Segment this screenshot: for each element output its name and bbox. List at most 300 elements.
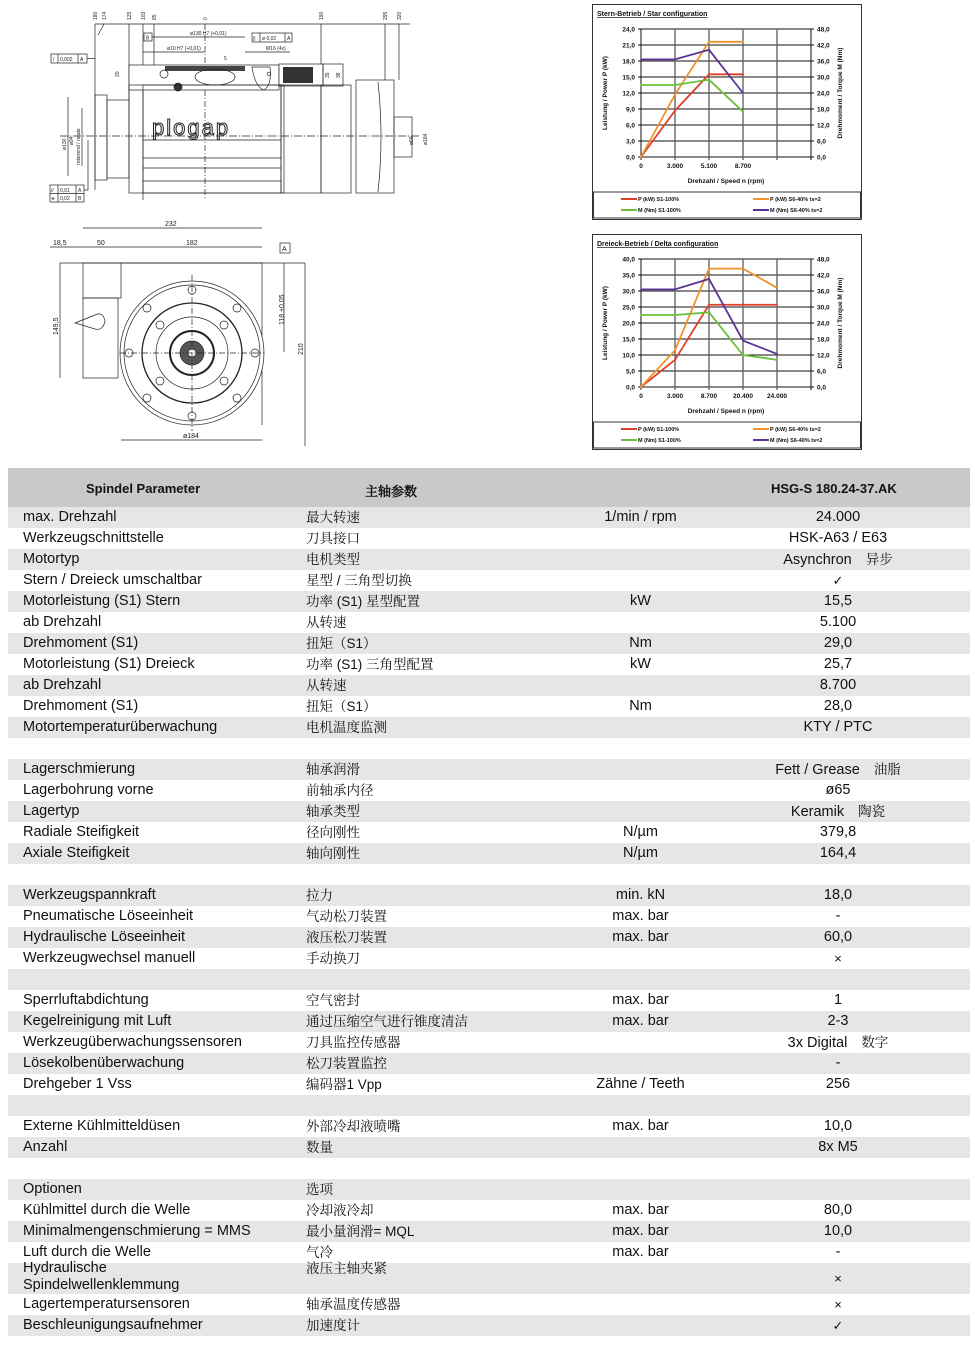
param-value [748, 696, 928, 717]
dim-125: 125 [127, 11, 133, 20]
param-name-de: Lagertyp [23, 803, 80, 819]
data-point [742, 41, 744, 43]
param-name-de: Stern / Dreieck umschaltbar [23, 572, 202, 588]
param-value [748, 1032, 928, 1054]
param-name-cn: 刀具监控传感器 [306, 1035, 401, 1050]
param-name-cn: 径向刚性 [306, 825, 360, 840]
param-value-cn: 油脂 [873, 762, 901, 777]
param-name-de: Axiale Steifigkeit [23, 845, 130, 861]
data-point [708, 73, 710, 75]
param-value [748, 1294, 928, 1316]
param-value-text: HSK-A63 / E63 [788, 530, 888, 546]
param-value-text: KTY / PTC [803, 719, 873, 735]
param-name-de: Drehgeber 1 Vss [23, 1076, 132, 1092]
dia-10-label: ø10 H7 (+0,01) [167, 46, 201, 52]
param-value-text: - [835, 1055, 841, 1071]
param-value-text: 8.700 [819, 677, 857, 693]
y2-tick-label: 24,0 [817, 320, 830, 328]
dim-18-5: 18,5 [53, 240, 67, 247]
tolerance-coaxial [252, 33, 292, 42]
param-unit: Nm [629, 635, 652, 651]
param-value [748, 1011, 928, 1032]
side-view-drawing [0, 0, 440, 215]
y2-tick-label: 6,0 [817, 138, 827, 146]
svg-text:A: A [78, 188, 82, 194]
svg-text:0,02: 0,02 [60, 196, 70, 202]
table-row [8, 843, 970, 864]
param-value-text: × [834, 951, 842, 966]
table-row [8, 1315, 970, 1336]
legend-label: P (kW) S6-40% ts=2 [770, 197, 821, 203]
param-value-text: 2-3 [827, 1013, 849, 1029]
delta-chart-panel [592, 234, 862, 450]
data-point [640, 289, 642, 291]
data-point [742, 354, 744, 356]
param-name-cn: 拉力 [306, 888, 333, 903]
data-point [742, 73, 744, 75]
param-unit: max. bar [612, 1223, 669, 1239]
table-row [8, 1294, 970, 1315]
y-tick-label: 40,0 [622, 256, 635, 264]
param-value-text: ✓ [832, 1318, 844, 1333]
dim-85: 85 [152, 14, 158, 20]
table-row [8, 990, 970, 1011]
param-value [748, 612, 928, 633]
param-name-cn: 手动换刀 [306, 951, 360, 966]
x-axis-label: Drehzahl / Speed n (rpm) [687, 178, 765, 185]
param-name-de: max. Drehzahl [23, 509, 117, 525]
param-value [748, 717, 928, 738]
y2-tick-label: 0,0 [817, 384, 827, 392]
datum-a-front: A [282, 246, 287, 253]
dim-20: 20 [115, 71, 121, 77]
param-value [748, 780, 928, 801]
param-value-text: 1 [833, 992, 843, 1008]
table-row [8, 1116, 970, 1137]
header-param-cn: 主轴参数 [365, 484, 418, 499]
param-name-cn: 气动松刀装置 [306, 909, 387, 924]
param-name-cn: 数量 [306, 1140, 333, 1155]
y2-axis-label: Drehmoment / Torque M (Nm) [837, 277, 844, 369]
chart-title: Dreieck-Betrieb / Delta configuration [597, 241, 719, 248]
param-value [748, 843, 928, 864]
data-point [708, 311, 710, 313]
param-unit: max. bar [612, 1118, 669, 1134]
dim-0: 0 [203, 17, 209, 20]
y2-tick-label: 12,0 [817, 352, 830, 360]
dia-184-front: ø184 [183, 433, 199, 440]
param-name-de: Lagertemperatursensoren [23, 1296, 190, 1312]
param-name-de: Werkzeugüberwachungssensoren [23, 1034, 242, 1050]
x-tick-label: 0 [639, 163, 643, 170]
svg-text:⌯: ⌯ [51, 196, 56, 202]
table-row [8, 1200, 970, 1221]
table-row [8, 654, 970, 675]
param-unit: max. bar [612, 1013, 669, 1029]
table-row [8, 696, 970, 717]
dia-68: ø68 [409, 136, 415, 145]
param-name-cn: 外部冷却液喷嘴 [306, 1119, 401, 1134]
param-name-de [23, 1260, 179, 1294]
table-row [8, 801, 970, 822]
table-row [8, 1095, 970, 1116]
param-value [748, 570, 928, 592]
table-row [8, 780, 970, 801]
star-configuration-chart [593, 5, 861, 219]
y-tick-label: 35,0 [622, 272, 635, 280]
svg-text:A: A [80, 57, 84, 63]
legend-label: M (Nm) S1-100% [638, 438, 681, 444]
param-value [748, 633, 928, 654]
param-name-de: Anzahl [23, 1139, 68, 1155]
spindle-parameter-table [8, 468, 970, 1336]
param-name-de: Motorleistung (S1) Dreieck [23, 656, 195, 672]
svg-text:0,002: 0,002 [60, 57, 73, 63]
table-row [8, 969, 970, 990]
dim-38: 38 [336, 72, 342, 78]
data-point [708, 278, 710, 280]
param-name-cn: 通过压缩空气进行锥度清洁 [306, 1014, 468, 1029]
x-tick-label: 0 [639, 393, 643, 400]
thread-label: M16 (4x) [266, 46, 286, 52]
x-tick-label: 24.000 [767, 393, 787, 400]
y-tick-label: 6,0 [625, 122, 635, 130]
dia-130-label: ø130 H7 (+0,01) [190, 31, 227, 37]
param-name-de: Lagerbohrung vorne [23, 782, 154, 798]
param-unit: kW [630, 593, 651, 609]
param-value [748, 906, 928, 927]
legend-label: M (Nm) S6-40% ts=2 [770, 208, 823, 214]
dim-210: 210 [298, 343, 305, 355]
param-value [748, 1221, 928, 1242]
param-name-de: Motortyp [23, 551, 80, 567]
y-tick-label: 15,0 [622, 336, 635, 344]
param-value [748, 885, 928, 906]
param-name-de: Werkzeugwechsel manuell [23, 950, 196, 966]
param-unit: max. bar [612, 1244, 669, 1260]
param-name-de: Sperrluftabdichtung [23, 992, 149, 1008]
y-axis-label: Leistung / Power P (kW) [602, 286, 609, 360]
table-row [8, 507, 970, 528]
param-value [748, 759, 928, 781]
table-row [8, 927, 970, 948]
data-point [742, 111, 744, 113]
param-value [748, 549, 928, 571]
x-tick-label: 3.000 [666, 393, 684, 400]
param-name-de: Drehmoment (S1) [23, 698, 139, 714]
y-tick-label: 20,0 [622, 320, 635, 328]
param-name-cn: 空气密封 [306, 993, 360, 1008]
data-point [742, 268, 744, 270]
data-point [674, 349, 676, 351]
data-point [674, 59, 676, 61]
table-row [8, 864, 970, 885]
svg-text:ø 0,02: ø 0,02 [262, 36, 277, 42]
param-value-text: - [835, 1244, 841, 1260]
param-name-de: Kühlmittel durch die Welle [23, 1202, 191, 1218]
y2-tick-label: 48,0 [817, 256, 830, 264]
dia-94: ø94 [69, 136, 75, 145]
param-value-text: 256 [825, 1076, 851, 1092]
param-value [748, 1074, 928, 1095]
param-name-de: Radiale Steifigkeit [23, 824, 140, 840]
param-name-de: Luft durch die Welle [23, 1244, 151, 1260]
param-unit: max. bar [612, 908, 669, 924]
param-name-cn: 扭矩（S1） [306, 636, 377, 651]
param-value-text: 60,0 [823, 929, 853, 945]
legend-box [594, 422, 861, 448]
param-value [748, 675, 928, 696]
y-tick-label: 21,0 [622, 42, 635, 50]
x-axis-label: Drehzahl / Speed n (rpm) [687, 408, 765, 415]
param-value-text: 18,0 [823, 887, 853, 903]
dim-232: 232 [165, 221, 177, 228]
param-name-cn: 轴承温度传感器 [306, 1297, 401, 1312]
dim-174: 174 [102, 11, 108, 20]
param-value [748, 1315, 928, 1337]
tolerance-parallel-top [51, 54, 95, 63]
param-name-cn: 最大转速 [306, 510, 360, 525]
y-tick-label: 15,0 [622, 74, 635, 82]
svg-text:||: || [253, 36, 256, 42]
series-line-0 [641, 74, 743, 157]
star-chart-panel [592, 4, 862, 220]
rotate-label: rotierend / rotate [76, 128, 82, 165]
table-row [8, 570, 970, 591]
table-row [8, 1032, 970, 1053]
param-name-cn: 松刀装置监控 [306, 1056, 387, 1071]
table-row [8, 528, 970, 549]
legend-label: P (kW) S6-40% ts=2 [770, 427, 821, 433]
param-value [748, 591, 928, 612]
table-row [8, 675, 970, 696]
datum-b: B [146, 35, 150, 42]
param-unit: max. bar [612, 992, 669, 1008]
y-tick-label: 30,0 [622, 288, 635, 296]
y2-tick-label: 24,0 [817, 90, 830, 98]
param-name-de: Lagerschmierung [23, 761, 136, 777]
data-point [640, 314, 642, 316]
table-row [8, 906, 970, 927]
param-value-text: 24.000 [815, 509, 861, 525]
y-axis-label: Leistung / Power P (kW) [602, 56, 609, 130]
param-value-text: Asynchron [783, 552, 852, 568]
data-point [640, 84, 642, 86]
data-point [742, 304, 744, 306]
y2-tick-label: 36,0 [817, 58, 830, 66]
param-unit: N/µm [623, 845, 658, 861]
param-name-cn: 从转速 [306, 678, 347, 693]
param-name-cn: 电机类型 [306, 552, 360, 567]
param-name-cn: 轴向刚性 [306, 846, 360, 861]
param-value [748, 801, 928, 823]
y-tick-label: 3,0 [625, 138, 635, 146]
param-unit: Zähne / Teeth [596, 1076, 685, 1092]
param-value-text: 25,7 [823, 656, 853, 672]
table-row [8, 885, 970, 906]
param-value [748, 948, 928, 970]
y2-tick-label: 30,0 [817, 304, 830, 312]
param-name-cn: 功率 (S1) 三角型配置 [306, 657, 434, 672]
y2-tick-label: 0,0 [817, 154, 827, 162]
y2-tick-label: 30,0 [817, 74, 830, 82]
y2-tick-label: 18,0 [817, 106, 830, 114]
param-name-cn: 加速度计 [306, 1318, 360, 1333]
param-value-text: - [835, 908, 841, 924]
data-point [674, 94, 676, 96]
table-header [8, 468, 970, 507]
param-value-text: 5.100 [819, 614, 857, 630]
param-value-text: × [834, 1297, 842, 1312]
param-name-de: Minimalmengenschmierung = MMS [23, 1223, 251, 1239]
svg-text:B: B [78, 196, 82, 202]
data-point [776, 287, 778, 289]
param-name-de: Werkzeugschnittstelle [23, 530, 164, 546]
data-point [776, 353, 778, 355]
param-name-de: Motortemperaturüberwachung [23, 719, 218, 735]
x-tick-label: 20.400 [733, 393, 753, 400]
y2-tick-label: 48,0 [817, 26, 830, 34]
param-name-cn: 冷却液冷却 [306, 1203, 374, 1218]
param-value [748, 927, 928, 948]
param-value-text: 379,8 [819, 824, 857, 840]
table-body [8, 507, 970, 1336]
param-value-text: 10,0 [823, 1118, 853, 1134]
y-tick-label: 12,0 [622, 90, 635, 98]
param-value-cn: 陶瓷 [858, 804, 886, 819]
table-row [8, 1053, 970, 1074]
param-unit: min. kN [615, 887, 666, 903]
legend-box [594, 192, 861, 218]
param-value-text: 10,0 [823, 1223, 853, 1239]
data-point [708, 49, 710, 51]
param-value [748, 654, 928, 675]
dim-103: 103 [141, 11, 147, 20]
brand-logo: plogap [152, 115, 231, 140]
y-tick-label: 0,0 [625, 384, 635, 392]
x-tick-label: 8.700 [734, 163, 752, 170]
param-name-cn: 液压主轴夹紧 [306, 1261, 387, 1276]
param-name-cn: 扭矩（S1） [306, 699, 377, 714]
table-row [8, 1179, 970, 1200]
param-value-text: ✓ [832, 573, 844, 588]
param-name-de: Externe Kühlmitteldüsen [23, 1118, 181, 1134]
table-row [8, 948, 970, 969]
dim-35: 35 [325, 72, 331, 78]
param-value-text: 164,4 [819, 845, 857, 861]
data-point [674, 84, 676, 86]
y2-axis-label: Drehmoment / Torque M (Nm) [837, 47, 844, 139]
legend-label: M (Nm) S6-40% ts=2 [770, 438, 823, 444]
dim-182: 182 [186, 240, 198, 247]
data-point [708, 41, 710, 43]
table-row [8, 633, 970, 654]
param-value [748, 1137, 928, 1158]
table-row [8, 591, 970, 612]
param-value [748, 507, 928, 528]
dim-50: 50 [97, 240, 105, 247]
param-value-text: 15,5 [823, 593, 853, 609]
param-name-de: Drehmoment (S1) [23, 635, 139, 651]
param-unit: kW [630, 656, 651, 672]
param-name-cn: 轴承类型 [306, 804, 360, 819]
param-value-cn: 异步 [865, 552, 893, 567]
param-value [748, 528, 928, 549]
table-row [8, 1137, 970, 1158]
param-value [748, 1116, 928, 1137]
dim-5: 5 [224, 56, 227, 62]
y-tick-label: 5,0 [625, 368, 635, 376]
param-name-cn: 选项 [306, 1182, 333, 1197]
table-row [8, 1221, 970, 1242]
table-row [8, 549, 970, 570]
svg-text:/: / [53, 57, 55, 63]
param-value-text: 28,0 [823, 698, 853, 714]
param-value-text: 80,0 [823, 1202, 853, 1218]
front-view-drawing [0, 215, 320, 450]
param-value [748, 990, 928, 1011]
param-name-cn: 轴承润滑 [306, 762, 360, 777]
data-point [640, 156, 642, 158]
param-name-cn: 气冷 [306, 1245, 333, 1260]
data-point [640, 386, 642, 388]
param-unit: N/µm [623, 824, 658, 840]
data-point [708, 79, 710, 81]
param-unit: Nm [629, 698, 652, 714]
header-param: Spindel Parameter [86, 481, 201, 496]
y-tick-label: 24,0 [622, 26, 635, 34]
table-row [8, 612, 970, 633]
table-row [8, 1074, 970, 1095]
table-row [8, 759, 970, 780]
dim-320: 320 [397, 11, 403, 20]
param-name-cn: 最小量润滑= MQL [306, 1224, 415, 1239]
data-point [708, 268, 710, 270]
param-name-cn: 从转速 [306, 615, 347, 630]
chart-title: Stern-Betrieb / Star configuration [597, 11, 708, 18]
y-tick-label: 25,0 [622, 304, 635, 312]
param-name-cn: 液压松刀装置 [306, 930, 387, 945]
data-point [674, 314, 676, 316]
param-value [748, 1268, 928, 1290]
param-value-text: Fett / Grease [775, 762, 860, 778]
param-name-cn: 前轴承内径 [306, 783, 374, 798]
dia-184: ø184 [423, 133, 429, 145]
param-name-de: Pneumatische Löseeinheit [23, 908, 194, 924]
dia-130-left: ø130 [62, 138, 68, 150]
param-name-de: ab Drehzahl [23, 614, 102, 630]
legend-label: P (kW) S1-100% [638, 197, 680, 203]
param-value-text: ø65 [825, 782, 851, 798]
param-name-de: Hydraulische Löseeinheit [23, 929, 186, 945]
dim-118: 118 ±0,05 [279, 294, 286, 325]
data-point [674, 110, 676, 112]
param-name-de-line2: Spindelwellenklemmung [23, 1277, 180, 1293]
y-tick-label: 9,0 [625, 106, 635, 114]
y-tick-label: 18,0 [622, 58, 635, 66]
param-name-de-line1: Hydraulische [23, 1260, 107, 1276]
param-unit: max. bar [612, 1202, 669, 1218]
table-row [8, 1158, 970, 1179]
svg-text://: // [51, 188, 54, 194]
x-tick-label: 8.700 [700, 393, 718, 400]
param-value-text: × [834, 1271, 842, 1286]
legend-label: M (Nm) S1-100% [638, 208, 681, 214]
data-point [640, 59, 642, 61]
dim-190: 190 [319, 11, 325, 20]
param-name-cn: 功率 (S1) 星型配置 [306, 594, 421, 609]
param-name-de: Werkzeugspannkraft [23, 887, 156, 903]
